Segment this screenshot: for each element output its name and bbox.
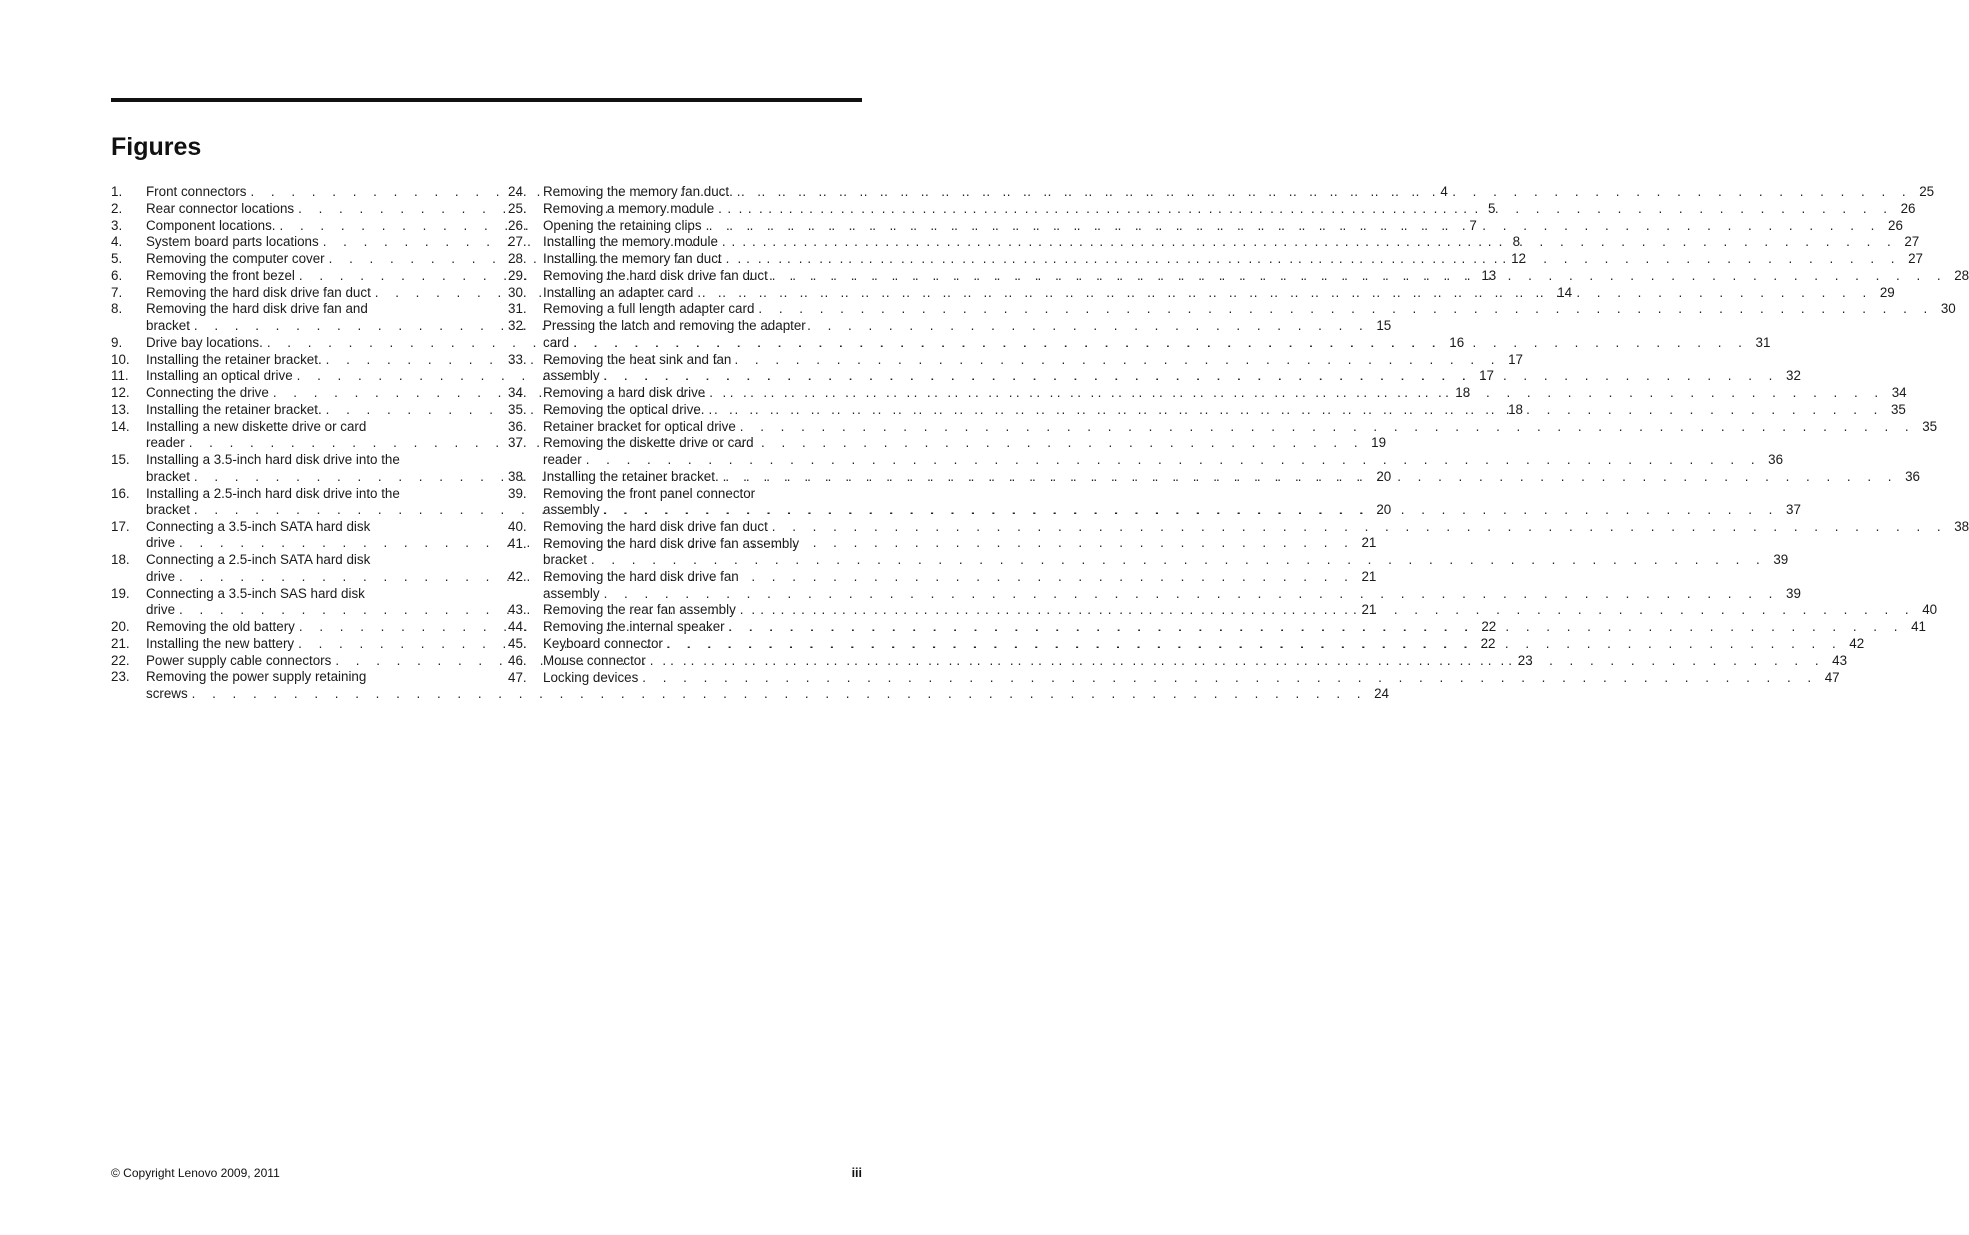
figure-number: 36. — [508, 418, 527, 434]
figure-title-line: Installing the retainer bracket. — [146, 351, 322, 367]
figure-title-line: Removing the hard disk drive fan — [543, 569, 739, 585]
figure-title-line: bracket — [146, 318, 190, 334]
figure-page-number: 18 — [1508, 401, 1524, 417]
figure-title-line: Removing the heat sink and fan — [543, 351, 732, 367]
toc-entry[interactable] — [508, 301, 1956, 318]
figure-title-line: Installing a 2.5-inch hard disk drive into the — [146, 485, 400, 501]
figure-page-number: 21 — [1361, 602, 1377, 618]
dot-leader — [591, 552, 1766, 569]
dot-leader — [697, 285, 1872, 302]
footer-page-number: iii — [851, 1166, 862, 1180]
figure-page-number: 19 — [1371, 435, 1387, 451]
figure-title-line: Installing a 3.5-inch hard disk drive into the — [146, 452, 400, 468]
figure-title-line: Pressing the latch and removing the adapter — [543, 318, 806, 334]
figure-page-number: 30 — [1940, 301, 1956, 317]
figure-page-number: 20 — [1376, 468, 1392, 484]
dot-leader — [758, 301, 1933, 318]
dot-leader — [772, 519, 1947, 536]
dot-leader — [586, 452, 1761, 469]
dot-leader — [706, 218, 1881, 235]
figure-title-line: Removing the hard disk drive fan duct — [146, 284, 371, 300]
dot-leader — [726, 251, 1901, 268]
figure-number: 12. — [111, 385, 130, 401]
figure-number: 21. — [111, 635, 130, 651]
figure-page-number: 8 — [1512, 234, 1521, 250]
figure-number: 38. — [508, 468, 527, 484]
figure-title-line: reader — [543, 451, 582, 467]
figure-title-line: Removing the computer cover — [146, 251, 325, 267]
figure-page-number: 42 — [1849, 635, 1865, 651]
dot-leader — [723, 469, 1898, 486]
figure-number: 28. — [508, 251, 527, 267]
figure-title-line: Removing the memory fan duct. — [543, 184, 733, 199]
figure-page-number: 39 — [1773, 552, 1789, 568]
figure-title-line: Power supply cable connectors — [146, 652, 332, 668]
figure-title-line: Removing the hard disk drive fan duct — [543, 518, 768, 534]
figure-title-line: reader — [146, 435, 185, 451]
figure-title-line: bracket — [146, 502, 190, 518]
figure-page-number: 21 — [1361, 568, 1377, 584]
toc-entry[interactable] — [508, 418, 1938, 436]
figure-page-number: 37 — [1786, 502, 1801, 518]
figure-title-line: Removing the front panel connector — [543, 485, 756, 501]
dot-leader — [772, 268, 1947, 285]
figure-title-line: Installing the memory module — [543, 234, 718, 250]
figure-number: 13. — [111, 401, 130, 417]
figure-title-line: Installing an adapter card — [543, 284, 694, 300]
figure-title-line: drive — [146, 602, 176, 618]
dot-leader — [709, 402, 1884, 419]
figure-number: 8. — [111, 301, 123, 317]
figure-number: 30. — [508, 284, 527, 300]
dot-leader — [740, 602, 1915, 619]
figure-title-line: Removing the power supply retaining — [146, 669, 367, 685]
figure-title-line: Installing the retainer bracket. — [543, 468, 719, 484]
figure-title-line: card — [543, 334, 570, 350]
figure-page-number: 36 — [1905, 468, 1921, 484]
figure-number: 17. — [111, 518, 130, 534]
figure-title-line: Installing the retainer bracket. — [146, 401, 322, 417]
figure-title-line: Opening the retaining clips — [543, 217, 702, 233]
figure-title-line: Removing the hard disk drive fan duct — [543, 267, 768, 283]
figure-page-number: 22 — [1481, 619, 1497, 634]
figure-number: 5. — [111, 251, 123, 267]
figure-number: 24. — [508, 184, 527, 199]
toc-entry[interactable] — [508, 234, 1920, 251]
figure-page-number: 27 — [1904, 234, 1920, 250]
figure-number: 7. — [111, 284, 123, 300]
figure-number: 14. — [111, 418, 130, 434]
figure-number: 22. — [111, 652, 130, 668]
figure-number: 37. — [508, 435, 527, 451]
figure-number: 39. — [508, 485, 527, 501]
figure-number: 43. — [508, 602, 527, 618]
dot-leader — [718, 201, 1893, 218]
figure-title-line: drive — [146, 568, 176, 584]
figure-page-number: 4 — [1440, 184, 1448, 199]
figure-number: 25. — [508, 200, 527, 216]
figure-number: 42. — [508, 569, 527, 585]
figure-page-number: 29 — [1879, 284, 1895, 300]
figure-title-line: Removing the hard disk drive fan assembly — [543, 535, 800, 551]
figure-number: 26. — [508, 217, 527, 233]
figure-page-number: 28 — [1954, 267, 1969, 283]
figure-number: 9. — [111, 334, 123, 350]
figure-number: 11. — [111, 368, 129, 384]
figure-title-line: Installing a new diskette drive or card — [146, 418, 367, 434]
dot-leader — [722, 234, 1897, 251]
figure-number: 33. — [508, 351, 527, 367]
figure-page-number: 16 — [1449, 334, 1465, 350]
dot-leader — [667, 636, 1842, 653]
figure-page-number: 20 — [1376, 502, 1392, 518]
figure-page-number: 31 — [1755, 334, 1771, 350]
figure-page-number: 22 — [1480, 635, 1496, 651]
figure-number: 44. — [508, 619, 527, 635]
figure-number: 29. — [508, 267, 527, 283]
toc-entry[interactable] — [508, 184, 1935, 201]
figure-page-number: 24 — [1374, 685, 1390, 701]
figure-page-number: 7 — [1469, 217, 1477, 233]
figure-page-number: 26 — [1888, 217, 1903, 233]
figure-number: 20. — [111, 619, 130, 634]
figure-number: 2. — [111, 200, 123, 216]
dot-leader — [604, 502, 1779, 519]
figure-title-line: Connecting a 2.5-inch SATA hard disk — [146, 552, 371, 568]
figure-page-number: 35 — [1922, 418, 1938, 434]
figure-title-line: screws — [146, 685, 188, 701]
figure-title-line: Connecting the drive — [146, 385, 269, 401]
figure-title-line: Connecting a 3.5-inch SATA hard disk — [146, 518, 371, 534]
figure-number: 1. — [111, 184, 123, 199]
dot-leader — [192, 686, 1367, 703]
figure-title-line: Drive bay locations. — [146, 334, 263, 350]
figure-number: 34. — [508, 385, 527, 400]
figure-title-line: Installing the memory fan duct — [543, 251, 722, 267]
figure-page-number: 23 — [1517, 652, 1533, 668]
figure-number: 3. — [111, 217, 123, 233]
dot-leader — [573, 335, 1748, 352]
figure-page-number: 41 — [1911, 619, 1926, 635]
toc-entry[interactable] — [508, 217, 1903, 235]
figure-title-line: System board parts locations — [146, 234, 319, 250]
figure-page-number: 43 — [1832, 652, 1848, 668]
toc-entry[interactable] — [508, 200, 1916, 218]
figure-number: 10. — [111, 351, 130, 367]
figure-number: 47. — [508, 669, 527, 685]
dot-leader — [729, 619, 1904, 636]
figure-page-number: 35 — [1890, 401, 1906, 417]
figure-title-line: assembly — [543, 368, 600, 384]
figure-number: 16. — [111, 485, 130, 501]
figure-title-line: Keyboard connector — [543, 635, 663, 651]
dot-leader — [740, 419, 1915, 436]
figure-page-number: 34 — [1891, 385, 1907, 400]
figure-page-number: 36 — [1768, 451, 1784, 467]
dot-leader — [737, 184, 1912, 201]
figure-page-number: 15 — [1376, 318, 1392, 334]
footer-copyright: © Copyright Lenovo 2009, 2011 — [111, 1166, 280, 1180]
figure-title-line: Removing the diskette drive or card — [543, 435, 754, 451]
figure-page-number: 47 — [1824, 669, 1840, 685]
figure-number: 31. — [508, 301, 527, 317]
figure-page-number: 5 — [1488, 200, 1496, 216]
figure-title-line: Removing the internal speaker — [543, 619, 725, 635]
figure-title-line: Removing a full length adapter card — [543, 301, 755, 317]
figure-title-line: bracket — [146, 468, 190, 484]
figure-page-number: 17 — [1479, 368, 1494, 384]
toc-entry[interactable] — [508, 669, 1840, 687]
figure-number: 40. — [508, 518, 527, 534]
figure-title-line: Removing the hard disk drive fan and — [146, 301, 368, 317]
figure-page-number: 38 — [1954, 518, 1969, 534]
figure-title-line: Installing the new battery — [146, 635, 295, 651]
dot-leader — [604, 368, 1779, 385]
figure-title-line: Removing a hard disk drive — [543, 385, 706, 400]
figure-title-line: Component locations. — [146, 217, 276, 233]
figure-title-line: Removing the rear fan assembly — [543, 602, 736, 618]
figure-title-line: Mouse connector — [543, 652, 646, 668]
figure-number: 23. — [111, 669, 130, 685]
figure-title-line: Removing a memory module — [543, 200, 715, 216]
dot-leader — [642, 670, 1817, 687]
header-rule — [111, 98, 862, 102]
figure-page-number: 26 — [1900, 200, 1916, 216]
figure-page-number: 12 — [1511, 251, 1526, 267]
figure-number: 46. — [508, 652, 527, 668]
figure-title-line: Removing the optical drive. — [543, 401, 705, 417]
figure-title-line: assembly — [543, 585, 600, 601]
figure-page-number: 21 — [1361, 535, 1377, 551]
figure-number: 15. — [111, 452, 130, 468]
dot-leader — [604, 586, 1779, 603]
figure-title-line: Retainer bracket for optical drive — [543, 418, 736, 434]
figure-number: 6. — [111, 267, 123, 283]
figure-page-number: 14 — [1557, 284, 1573, 300]
page-title: Figures — [111, 133, 202, 161]
figure-page-number: 18 — [1455, 385, 1471, 401]
toc-entry[interactable] — [508, 518, 1969, 536]
figure-number: 19. — [111, 585, 130, 601]
figure-page-number: 17 — [1508, 351, 1524, 367]
figure-page-number: 39 — [1786, 585, 1801, 601]
figure-number: 27. — [508, 234, 527, 250]
figure-title-line: drive — [146, 535, 176, 551]
figure-number: 35. — [508, 401, 527, 417]
figure-title-line: bracket — [543, 552, 587, 568]
figure-title-line: Front connectors — [146, 184, 247, 199]
figure-title-line: Locking devices — [543, 669, 639, 685]
figure-page-number: 27 — [1908, 251, 1923, 267]
dot-leader — [709, 385, 1884, 402]
figure-page-number: 25 — [1919, 184, 1935, 199]
figure-number: 18. — [111, 552, 130, 568]
figure-number: 4. — [111, 234, 123, 250]
figure-number: 45. — [508, 635, 527, 651]
figure-title-line: Removing the old battery — [146, 619, 295, 634]
figure-page-number: 13 — [1481, 267, 1497, 283]
figure-number: 41. — [508, 535, 527, 551]
figure-number: 32. — [508, 318, 527, 334]
figure-title-line: Connecting a 3.5-inch SAS hard disk — [146, 585, 365, 601]
dot-leader — [650, 653, 1825, 670]
figure-title-line: assembly — [543, 502, 600, 518]
figure-title-line: Installing an optical drive — [146, 368, 293, 384]
figure-page-number: 32 — [1786, 368, 1801, 384]
figure-page-number: 40 — [1922, 602, 1938, 618]
figure-title-line: Removing the front bezel — [146, 267, 295, 283]
figure-title-line: Rear connector locations — [146, 200, 295, 216]
